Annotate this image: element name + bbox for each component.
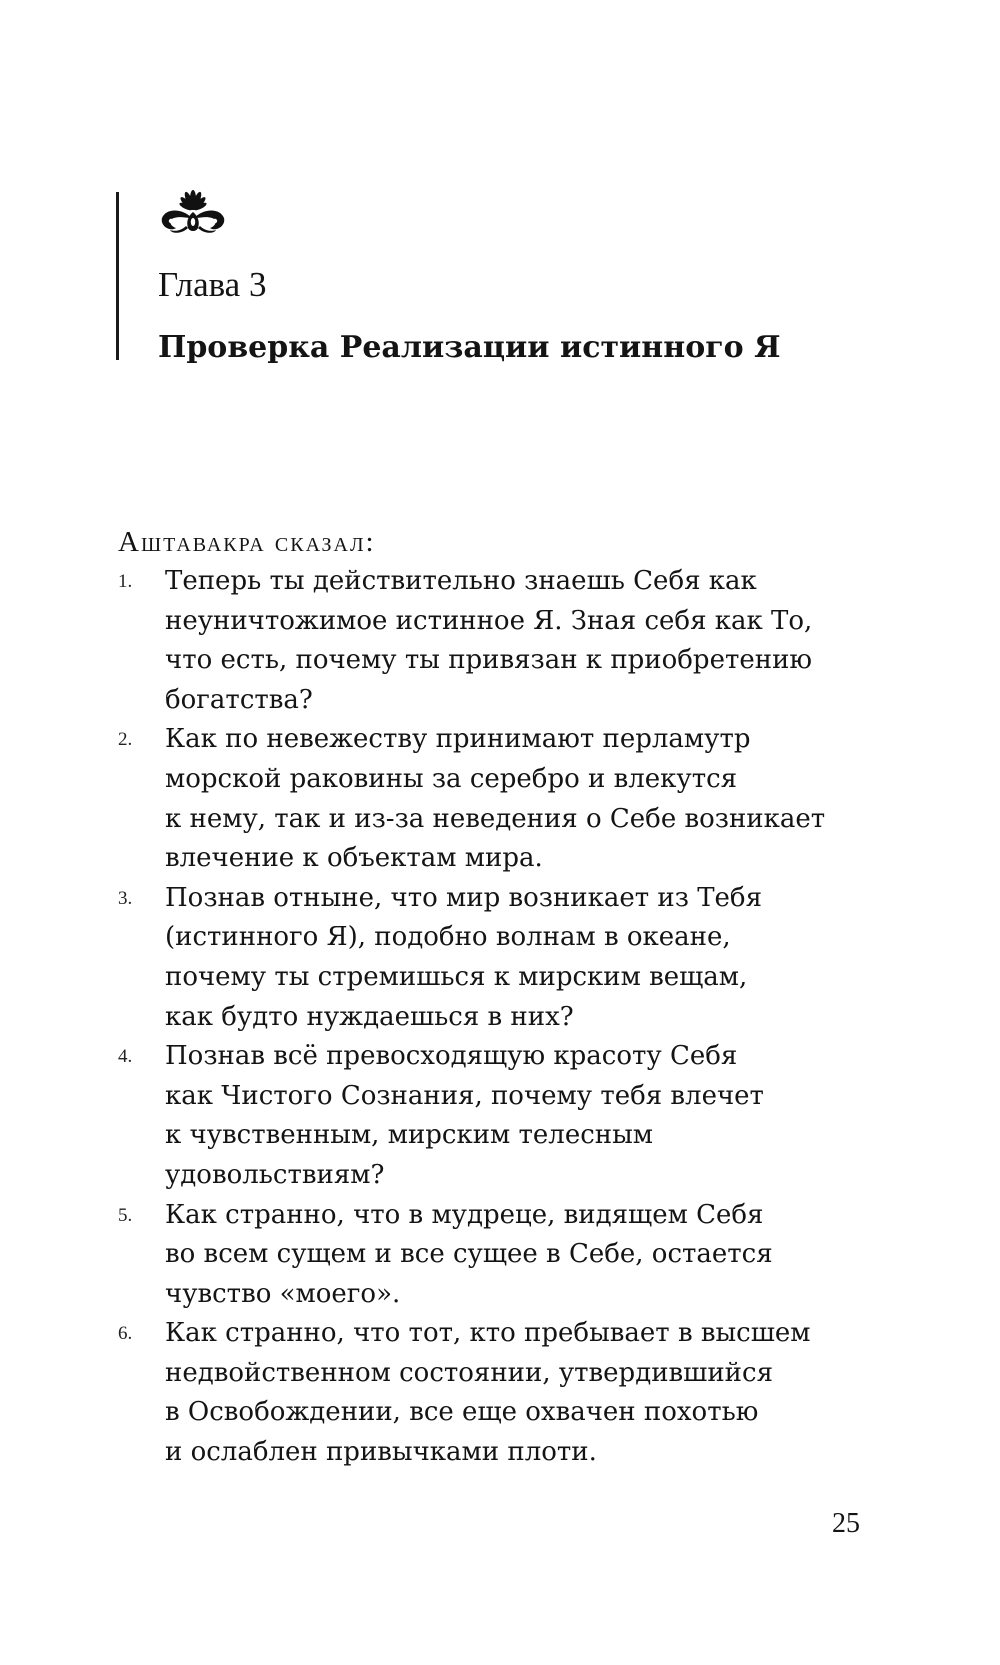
verse-text: [165, 720, 885, 878]
verse-text: [165, 1037, 885, 1195]
verse-line: как будто нуждаешься в них?: [165, 1001, 574, 1032]
verse-list: [0, 562, 1000, 1473]
verse-line: недвойственном состоянии, утвердившийся: [165, 1357, 773, 1388]
speaker-line: Аштавакра сказал:: [118, 526, 376, 558]
verse-line: почему ты стремишься к мирским вещам,: [165, 961, 748, 992]
verse-line: (истинного Я), подобно волнам в океане,: [165, 922, 731, 953]
verse-line: к чувственным, мирским телесным: [165, 1120, 654, 1151]
verse-line: Теперь ты действительно знаешь Себя как: [165, 566, 757, 596]
verse-line: Как странно, что тот, кто пребывает в высшем: [165, 1318, 811, 1349]
verse-2: [0, 720, 1000, 878]
verse-text: [165, 562, 885, 720]
verse-line: как Чистого Сознания, почему тебя влечет: [165, 1080, 764, 1111]
lotus-ornament-icon: [158, 188, 228, 238]
verse-line: в Освобождении, все еще охвачен похотью: [165, 1397, 759, 1428]
page-number: 25: [832, 1508, 860, 1539]
verse-text: [165, 1314, 885, 1472]
verse-line: Как странно, что в мудреце, видящем Себя: [165, 1199, 764, 1230]
verse-line: во всем сущем и все сущее в Себе, остается: [165, 1239, 773, 1270]
chapter-title: Проверка Реализации истинного Я: [158, 330, 781, 365]
verse-line: к нему, так и из-за неведения о Себе возникает: [165, 803, 826, 834]
verse-line: Познав отныне, что мир возникает из Тебя: [165, 882, 762, 913]
verse-line: богатства?: [165, 684, 313, 715]
verse-number: 1.: [118, 571, 133, 592]
verse-number: 3.: [118, 887, 133, 909]
verse-number: 4.: [118, 1046, 133, 1068]
verse-line: Как по невежеству принимают перламутр: [165, 724, 751, 755]
verse-line: удовольствиям?: [165, 1159, 385, 1190]
verse-line: Познав всё превосходящую красоту Себя: [165, 1041, 738, 1072]
verse-line: чувство «моего».: [165, 1278, 401, 1309]
chapter-vertical-rule: [116, 192, 119, 360]
verse-text: [165, 1196, 885, 1315]
verse-line: морской раковины за серебро и влекутся: [165, 763, 738, 794]
verse-3: [0, 879, 1000, 1037]
verse-line: неуничтожимое истинное Я. Зная себя как То,: [165, 605, 813, 636]
verse-1: [0, 562, 1000, 720]
verse-text: [165, 879, 885, 1037]
verse-4: [0, 1037, 1000, 1195]
verse-number: 6.: [118, 1323, 133, 1345]
verse-5: [0, 1196, 1000, 1315]
verse-6: [0, 1314, 1000, 1472]
verse-number: 5.: [118, 1204, 133, 1226]
verse-number: 2.: [118, 729, 133, 751]
verse-line: и ослаблен привычками плоти.: [165, 1437, 597, 1468]
verse-line: что есть, почему ты привязан к приобретению: [165, 645, 813, 676]
verse-line: влечение к объектам мира.: [165, 843, 543, 874]
chapter-label: Глава 3: [158, 265, 267, 304]
